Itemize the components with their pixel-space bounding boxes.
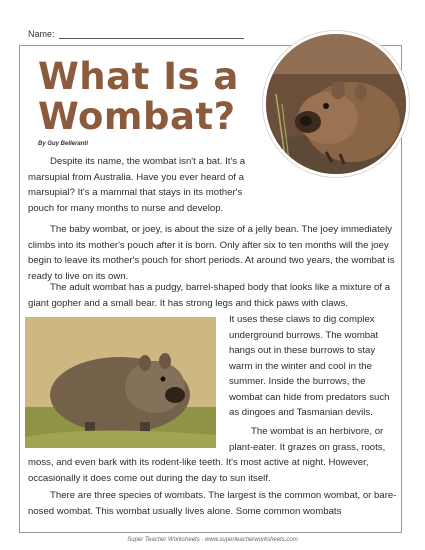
- title-line-1: What Is a: [38, 55, 239, 98]
- wombat-photo-circle: [263, 31, 409, 177]
- paragraph-4-wrap-text: The wombat is an herbivore, or plant-eater. It grazes on grass, roots,: [229, 426, 386, 453]
- name-field-row: [28, 29, 244, 39]
- wombat-photo-rect: [25, 317, 216, 448]
- paragraph-3-intro: [28, 280, 402, 311]
- wombat-portrait-illustration: [266, 34, 406, 174]
- name-label: Name:: [28, 29, 55, 39]
- paragraph-5: [28, 488, 402, 519]
- paragraph-3-wrap-text: It uses these claws to dig complex underground burrows. The wombat hangs out in these burrows to stay warm in the winter and cool in the summer. Inside the burrows, the wombat can hide from predators such as dingoes and Tasmanian devils.: [229, 314, 390, 418]
- paragraph-4-full-text: moss, and even bark with its rodent-like teeth. It's most active at night. However, occasionally it does come out during the day to sun itself.: [28, 457, 369, 484]
- byline: By Guy Belleranti: [38, 141, 89, 147]
- paragraph-2-text: The baby wombat, or joey, is about the size of a jelly bean. The joey immediately climbs into its mother's pouch after it is born. Only after six to ten months will the joey begin to leave its mother's pouch for short periods. At around two years, the wombat is ready to live on its own.: [28, 224, 395, 282]
- paragraph-1-start: [28, 154, 268, 216]
- paragraph-3-wrap: [229, 312, 399, 421]
- article-title: [38, 57, 268, 137]
- paragraph-5-text: There are three species of wombats. The largest is the common wombat, or bare-nosed wombat. This wombat usually lives alone. Some common wombats: [28, 490, 397, 517]
- name-blank-line[interactable]: [59, 29, 244, 39]
- paragraph-2: [28, 222, 402, 284]
- wombat-grass-illustration: [25, 317, 216, 448]
- footer-credit: Super Teacher Worksheets - www.superteacherworksheets.com: [127, 537, 298, 543]
- title-line-2: Wombat?: [38, 95, 236, 138]
- paragraph-3-intro-text: The adult wombat has a pudgy, barrel-shaped body that looks like a mixture of a giant gopher and a small bear. It has strong legs and thick paws with claws.: [28, 282, 391, 309]
- paragraph-1-text: Despite its name, the wombat isn't a bat. It's a marsupial from Australia. Have you ever heard of a marsupial? It's a mammal that stays in its mother's pouch for many months to nurse and develop.: [28, 156, 246, 214]
- paragraph-4-full: [28, 455, 402, 486]
- paragraph-4-wrap: [229, 424, 401, 455]
